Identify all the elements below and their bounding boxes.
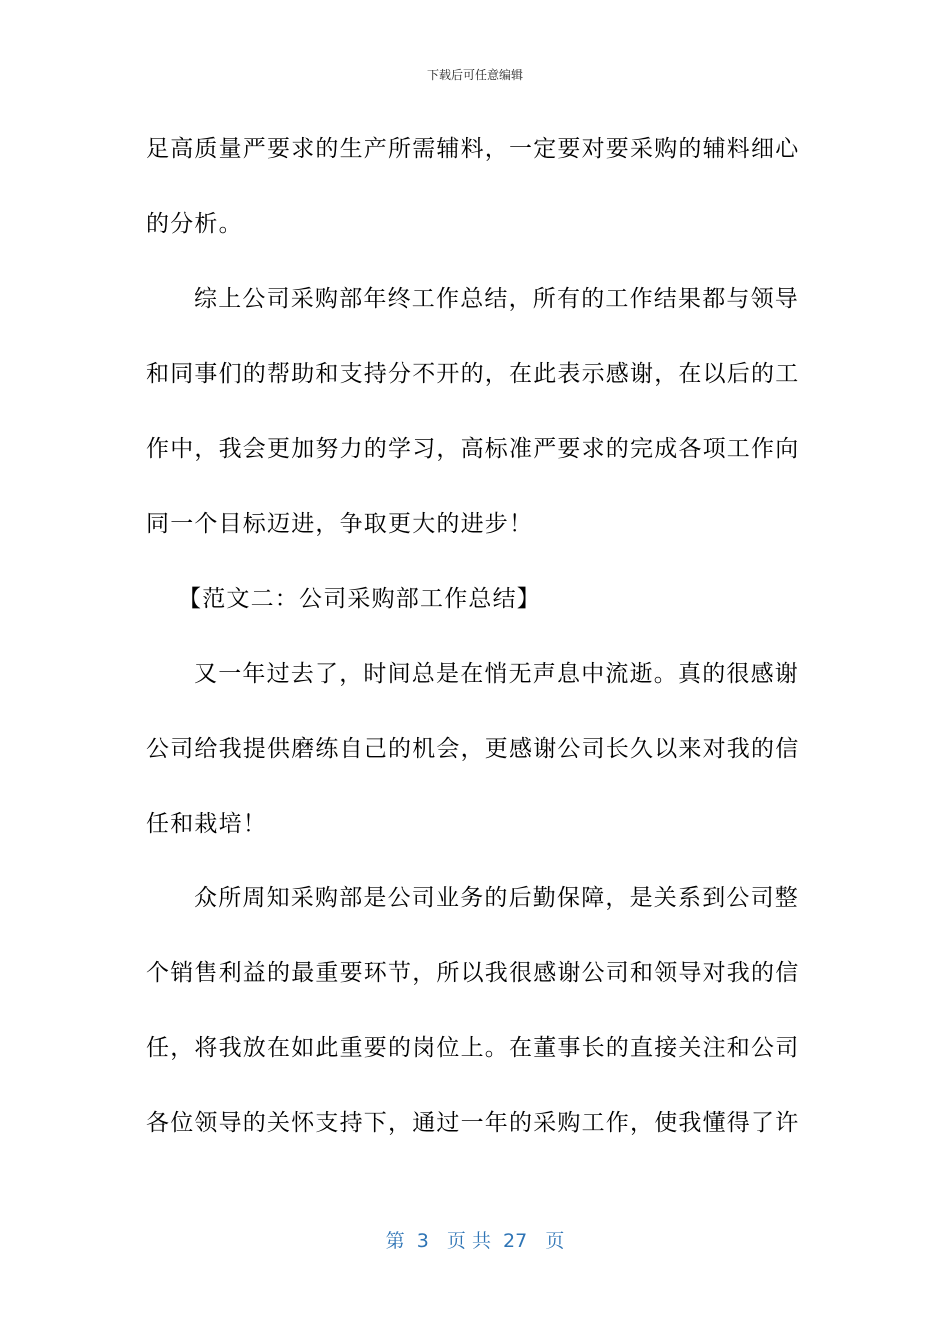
text-line: 众所周知采购部是公司业务的后勤保障，是关系到公司整 [194, 885, 799, 911]
text-line: 足高质量严要求的生产所需辅料，一定要对要采购的辅料细心 [146, 136, 800, 162]
text-line: 同一个目标迈进，争取更大的进步！ [146, 511, 534, 537]
text-line: 公司给我提供磨练自己的机会，更感谢公司长久以来对我的信 [146, 736, 800, 762]
text-line: 作中，我会更加努力的学习，高标准严要求的完成各项工作向 [146, 436, 800, 462]
page-header: 下载后可任意编辑 [426, 68, 523, 82]
text-line: 任，将我放在如此重要的岗位上。在董事长的直接关注和公司 [146, 1035, 800, 1061]
text-line: 又一年过去了，时间总是在悄无声息中流逝。真的很感谢 [194, 661, 799, 687]
text-line: 综上公司采购部年终工作总结，所有的工作结果都与领导 [194, 286, 799, 312]
page-number-footer: 第 3 页 共 27 页 [385, 1230, 565, 1252]
text-line: 和同事们的帮助和支持分不开的，在此表示感谢，在以后的工 [146, 361, 800, 387]
text-line: 个销售利益的最重要环节，所以我很感谢公司和领导对我的信 [146, 960, 800, 986]
text-line: 的分析。 [146, 211, 243, 237]
section-heading: 【范文二：公司采购部工作总结】 [178, 586, 541, 612]
text-line: 各位领导的关怀支持下，通过一年的采购工作，使我懂得了许 [146, 1110, 800, 1136]
text-line: 任和栽培！ [146, 811, 267, 837]
